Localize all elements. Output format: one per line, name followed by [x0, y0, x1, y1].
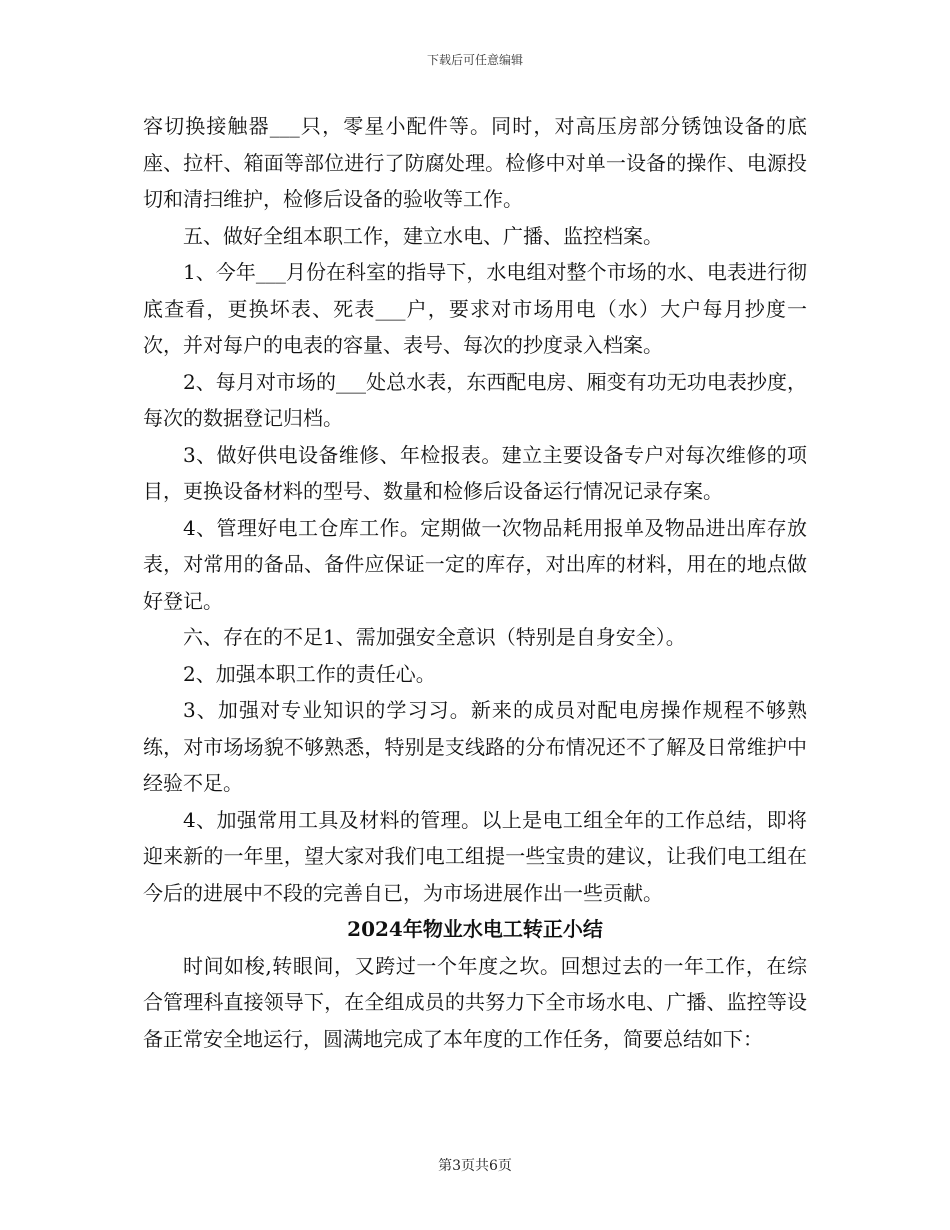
paragraph-7: 六、存在的不足1、需加强安全意识（特别是自身安全）。: [183, 625, 686, 649]
paragraph-1: 容切换接触器___只，零星小配件等。同时，对高压房部分锈蚀设备的底座、拉杆、箱面等部位进行了防腐处理。检修中对单一设备的操作、电源投切和清扫维护，检修后设备的验收等工作。: [143, 114, 807, 211]
paragraph-3: 1、今年___月份在科室的指导下，水电组对整个市场的水、电表进行彻底查看，更换坏表、死表___户，要求对市场用电（水）大户每月抄度一次，并对每户的电表的容量、表号、每次的抄度录入档案。: [143, 260, 807, 357]
paragraph-9: 3、加强对专业知识的学习习。新来的成员对配电房操作规程不够熟练，对市场场貌不够熟悉，特别是支线路的分布情况还不了解及日常维护中经验不足。: [143, 698, 807, 795]
paragraph-10: 4、加强常用工具及材料的管理。以上是电工组全年的工作总结，即将迎来新的一年里，望大家对我们电工组提一些宝贵的建议，让我们电工组在今后的进展中不段的完善自已，为市场进展作出一些贡献。: [143, 807, 807, 905]
paragraph-5: 3、做好供电设备维修、年检报表。建立主要设备专户对每次维修的项目，更换设备材料的型号、数量和检修后设备运行情况记录存案。: [143, 442, 807, 503]
paragraph-6: 4、管理好电工仓库工作。定期做一次物品耗用报单及物品进出库存放表，对常用的备品、备件应保证一定的库存，对出库的材料，用在的地点做好登记。: [143, 515, 807, 613]
paragraph-4: 2、每月对市场的___处总水表，东西配电房、厢变有功无功电表抄度，每次的数据登记归档。: [143, 369, 807, 430]
section-title: 2024年物业水电工转正小结: [347, 917, 603, 941]
page-header: 下载后可任意编辑: [426, 53, 523, 67]
paragraph-8: 2、加强本职工作的责任心。: [183, 661, 436, 686]
document-body: [143, 108, 807, 1057]
page-number: 第3页共6页: [438, 1158, 512, 1174]
paragraph-2: 五、做好全组本职工作，建立水电、广播、监控档案。: [183, 223, 663, 248]
paragraph-11: 时间如梭,转眼间，又跨过一个年度之坎。回想过去的一年工作，在综合管理科直接领导下，在全组成员的共努力下全市场水电、广播、监控等设备正常安全地运行，圆满地完成了本年度的工作任务，简要总结如下：: [143, 953, 807, 1051]
